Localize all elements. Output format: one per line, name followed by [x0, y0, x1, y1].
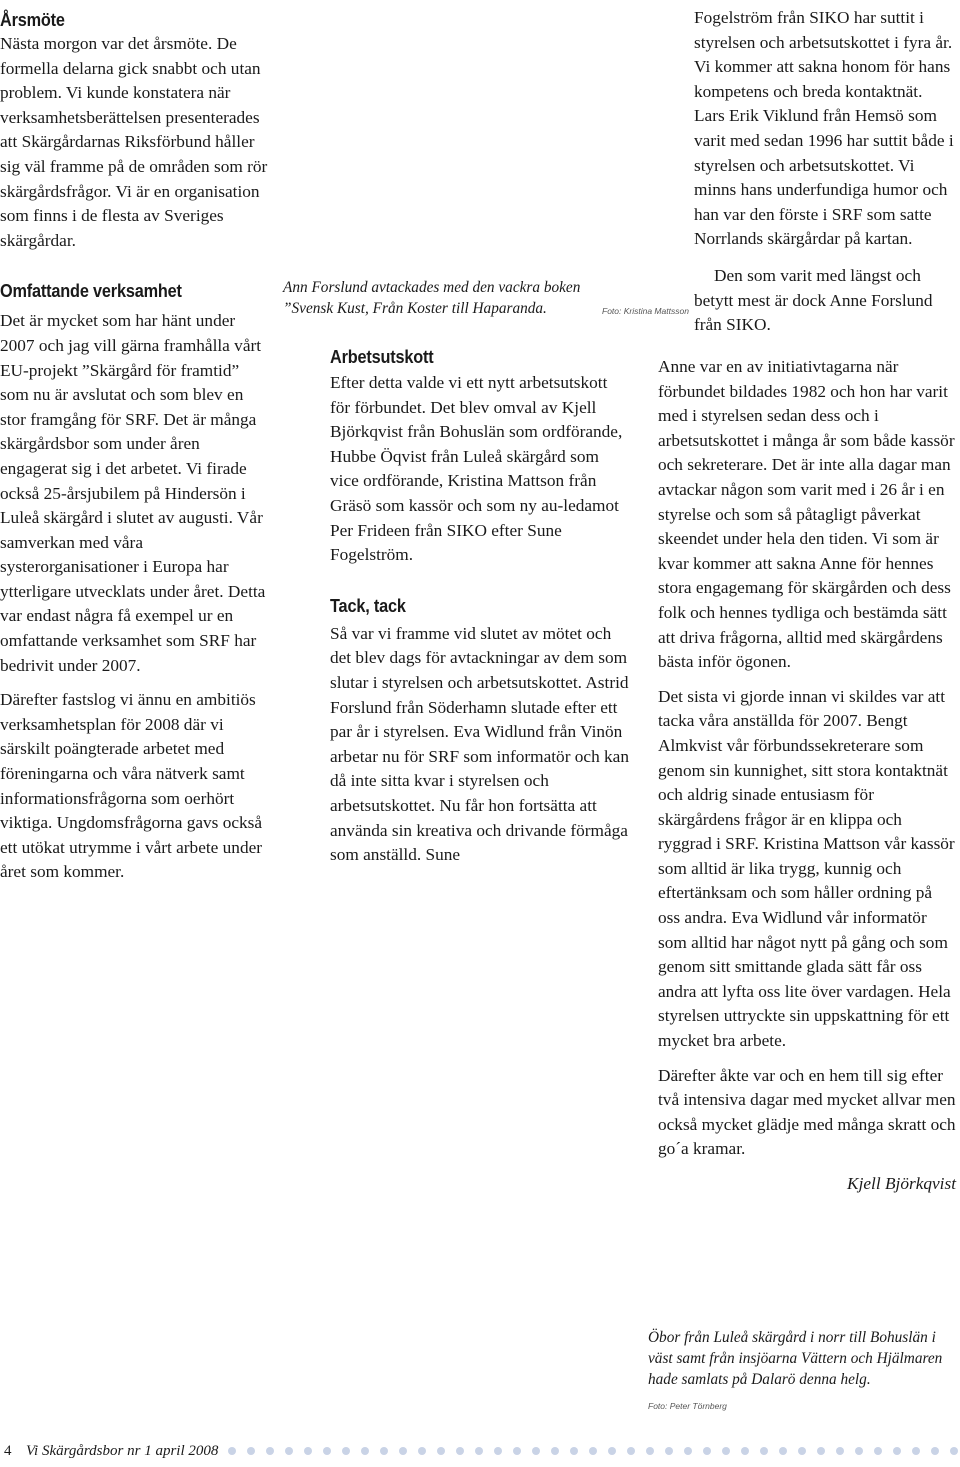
footer-dot — [646, 1447, 654, 1455]
footer-dot — [855, 1447, 863, 1455]
footer-dot — [627, 1447, 635, 1455]
page-number: 4 — [4, 1443, 12, 1459]
footer-dot — [722, 1447, 730, 1455]
paragraph-forslund: Den som varit med längst och betytt mest är dock Anne Forslund från SIKO. — [694, 265, 933, 335]
footer-dot — [741, 1447, 749, 1455]
footer-dot — [304, 1447, 312, 1455]
footer-dot — [931, 1447, 939, 1455]
publication-title: Vi Skärgårdsbor nr 1 april 2008 — [26, 1443, 219, 1459]
photo-credit-mattsson: Foto: Kristina Mattsson — [602, 306, 689, 316]
paragraph-hemresa: Därefter åkte var och en hem till sig efter två intensiva dagar med mycket allvar men också mycket glädje med många skratt och go´a kramar. — [658, 1065, 956, 1159]
column-3 — [658, 355, 956, 1197]
heading-arbetsutskott: Arbetsutskott — [330, 346, 434, 367]
footer-dot — [456, 1447, 464, 1455]
footer-dot — [475, 1447, 483, 1455]
footer-dot — [950, 1447, 958, 1455]
photo-caption-dalaro: Öbor från Luleå skärgård i norr till Bohuslän i väst samt från insjöarna Vättern och Hjälmaren hade samlats på Dalarö denna helg. — [648, 1329, 943, 1388]
photo-credit-tornberg: Foto: Peter Törnberg — [648, 1401, 727, 1411]
footer-dot — [513, 1447, 521, 1455]
column-1 — [0, 8, 268, 885]
heading-arsmote: Årsmöte — [0, 9, 65, 30]
footer-dot — [912, 1447, 920, 1455]
footer-dot — [380, 1447, 388, 1455]
photo-caption-forslund: Ann Forslund avtackades med den vackra boken ”Svensk Kust, Från Koster till Haparanda. — [283, 279, 581, 317]
paragraph-arbetsutskott: Efter detta valde vi ett nytt arbetsutskott för förbundet. Det blev omval av Kjell Björkqvist från Bohuslän som ordförande, Hubbe Öqvist från Luleå skärgård som vice ordförande, Kristina Mattson från Gräsö som kassör och som ny au-ledamot Per Frideen från SIKO efter Sune Fogelström. — [330, 373, 623, 565]
footer-dot — [836, 1447, 844, 1455]
footer-dot — [418, 1447, 426, 1455]
footer-dot — [285, 1447, 293, 1455]
column-2 — [330, 345, 630, 868]
footer-dot — [570, 1447, 578, 1455]
page-footer — [0, 1440, 960, 1462]
column-3-top — [694, 6, 956, 338]
footer-dot — [494, 1447, 502, 1455]
paragraph-anne: Anne var en av initiativtagarna när förbundet bildades 1982 och hon har varit med i styrelsen sedan dess och i arbetsutskottet i många år som både kassör och sekreterare. Det är inte alla dagar man avtackar någon som varit med i 26 år i en styrelse och som så påtagligt påverkat skeendet under hela den tiden. Vi som är kvar kommer att sakna Anne för hennes stora engagemang för skärgården och dess folk och hennes tydliga och bestämda sätt att driva frågorna, alltid med skärgårdens bästa inför ögonen. — [658, 357, 955, 672]
footer-dot — [684, 1447, 692, 1455]
paragraph-arsmote: Nästa morgon var det årsmöte. De formella delarna gick snabbt och utan problem. Vi kunde konstatera när verksamhetsberättelsen presenterades att Skärgårdarnas Riksförbund håller sig väl framme på de områden som rör skärgårdsfrågor. Vi är en organisation som finns i de flesta av Sveriges skärgårdar. — [0, 34, 268, 250]
footer-dot — [437, 1447, 445, 1455]
footer-dot — [665, 1447, 673, 1455]
footer-dot — [247, 1447, 255, 1455]
heading-omfattande-verksamhet: Omfattande verksamhet — [0, 280, 182, 302]
footer-dot — [760, 1447, 768, 1455]
paragraph-anstallda: Det sista vi gjorde innan vi skildes var att tacka våra anställda för 2007. Bengt Almkvist vår förbundssekreterare som genom sin kunnighet, sitt stora kontaktnät och aldrig sinade entusiasm för skärgårdens frågor är en klippa och ryggrad i SRF. Kristina Mattson vår kassör som alltid är lika trygg, kunnig och eftertänksam och som håller ordning på oss andra. Eva Widlund vår informatör som alltid har något nytt på gång och som genom sitt smittande glada sätt får oss andra att lyfta oss lite över vardagen. Hela styrelsen uttryckte sin uppskattning för ett mycket bra arbete. — [658, 686, 955, 1051]
footer-dot — [817, 1447, 825, 1455]
heading-tack-tack: Tack, tack — [330, 594, 406, 616]
footer-dot — [608, 1447, 616, 1455]
footer-dot — [228, 1447, 236, 1455]
footer-dot — [532, 1447, 540, 1455]
paragraph-verksamhetsplan: Därefter fastslog vi ännu en ambitiös verksamhetsplan för 2008 där vi särskilt poängterade arbetet med föreningarna och våra nätverk samt informationsfrågorna som oerhört viktiga. Ungdomsfrågorna gavs också ett utökat utrymme i vårt arbete under året som kommer. — [0, 690, 263, 882]
footer-dot — [798, 1447, 806, 1455]
paragraph-verksamhet: Det är mycket som har hänt under 2007 och jag vill gärna framhålla vårt EU-projekt ”Skärgård för framtid” som nu är avslutat och som blev en stor framgång för SRF. Det är många skärgårdsbor som under åren engagerat sig i det arbetet. Vi firade också 25-årsjubilem på Hindersön i Luleå skärgård i slutet av augusti. Vår samverkan med våra systerorganisationer i Europa har ytterligare utvecklats under året. Detta var endast några få exempel ur en omfattande verksamhet som SRF har bedrivit under 2007. — [0, 311, 266, 675]
footer-dot — [361, 1447, 369, 1455]
paragraph-fogelstrom: Fogelström från SIKO har suttit i styrelsen och arbetsutskottet i fyra år. Vi kommer att sakna honom för hans kompetens och breda kontaktnät. Lars Erik Viklund från Hemsö som varit med sedan 1996 har suttit både i styrelsen och arbetsutskottet. Vi minns hans underfundiga humor och han var den förste i SRF som satte Norrlands skärgårdar på kartan. — [694, 8, 954, 249]
signature: Kjell Björkqvist — [847, 1174, 956, 1193]
footer-dot — [703, 1447, 711, 1455]
footer-dot — [779, 1447, 787, 1455]
footer-dot — [874, 1447, 882, 1455]
footer-dot — [342, 1447, 350, 1455]
footer-dot — [266, 1447, 274, 1455]
footer-dot — [323, 1447, 331, 1455]
footer-dot — [893, 1447, 901, 1455]
footer-dot — [551, 1447, 559, 1455]
footer-dot — [399, 1447, 407, 1455]
footer-dot — [589, 1447, 597, 1455]
footer-dot-row — [228, 1446, 958, 1456]
paragraph-tack: Så var vi framme vid slutet av mötet och det blev dags för avtackningar av dem som slutar i styrelsen och arbetsutskottet. Astrid Forslund från Söderhamn slutade efter ett par år i styrelsen. Eva Widlund från Vinön arbetar nu för SRF som informatör och kan då inte sitta kvar i styrelsen och arbetsutskottet. Nu får hon fortsätta att använda sin kreativa och drivande förmåga som anställd. Sune — [330, 623, 629, 865]
